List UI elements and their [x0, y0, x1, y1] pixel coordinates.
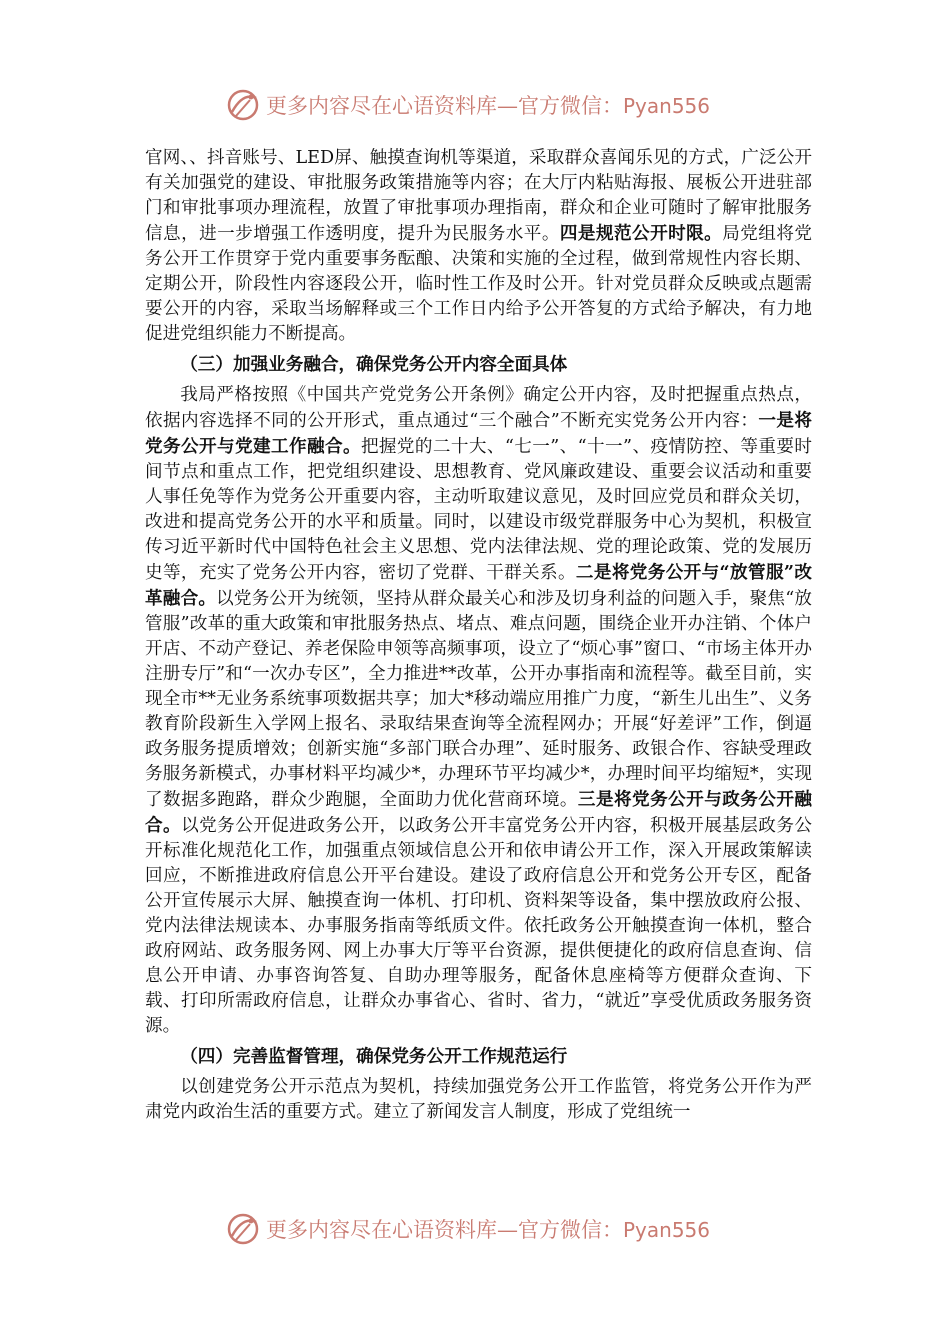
watermark-text: 更多内容尽在心语资料库—官方微信：Pyan556 — [266, 1218, 711, 1242]
paragraph — [145, 146, 812, 347]
section-heading-3: （三）加强业务融合，确保党务公开内容全面具体 — [180, 354, 568, 375]
document-body — [145, 146, 812, 1125]
bold-lead-phrase: 一是将党务公开与党建工作融合。 — [145, 410, 812, 457]
text-run: 以党务公开为统领，坚持从群众最关心和涉及切身利益的问题入手，聚焦“放管服”改革的重大政策和审批服务热点、堵点、难点问题，围绕企业开办注销、个体户开店、不动产登记、养老保险申领等高频事项，设立了“烦心事”窗口、“市场主体开办注册专厅”和“一次办专区”，全力推进**改革，公开办事指南和流程等。截至目前，实现全市**无业务系统事项数据共享；加大*移动端应用推广力度，“新生儿出生”、义务教育阶段新生入学网上报名、录取结果查询等全流程网办；开展“好差评”工作，倒逼政务服务提质增效；创新实施“多部门联合办理”、延时服务、政银合作、容缺受理政务服务新模式，办事材料平均减少*，办理环节平均减少*，办理时间平均缩短*，实现了数据多跑路，群众少跑腿，全面助力优化营商环境。 — [145, 589, 812, 810]
paragraph — [145, 1075, 812, 1125]
text-run: 以创建党务公开示范点为契机，持续加强党务公开工作监管，将党务公开作为严肃党内政治生活的重要方式。建立了新闻发言人制度，形成了党组统一 — [145, 1077, 812, 1122]
text-run: 把握党的二十大、“七一”、“十一”、疫情防控、等重要时间节点和重点工作，把党组织建设、思想教育、党风廉政建设、重要会议活动和重要人事任免等作为党务公开重要内容，主动听取建议意见，及时回应党员和群众关切，改进和提高党务公开的水平和质量。同时，以建设市级党群服务中心为契机，积极宣传习近平新时代中国特色社会主义思想、党内法律法规、党的理论政策、党的发展历史等，充实了党务公开内容，密切了党群、干群关系。 — [145, 437, 812, 583]
bold-lead-phrase: 三是将党务公开与政务公开融合。 — [145, 789, 812, 836]
text-run: 局党组将党务公开工作贯穿于党内重要事务酝酿、决策和实施的全过程，做到常规性内容长期、定期公开，阶段性内容逐段公开，临时性工作及时公开。针对党员群众反映或点题需要公开的内容，采取当场解释或三个工作日内给予公开答复的方式给予解决，有力地促进党组织能力不断提高。 — [145, 224, 812, 344]
bold-lead-phrase: 二是将党务公开与“放管服”改革融合。 — [145, 562, 812, 609]
watermark-footer — [226, 1212, 710, 1246]
section-heading-4: （四）完善监督管理，确保党务公开工作规范运行 — [180, 1046, 568, 1067]
watermark-header — [226, 88, 710, 122]
watermark-logo-icon — [226, 88, 260, 122]
text-run: 以党务公开促进政务公开，以政务公开丰富党务公开内容，积极开展基层政务公开标准化规范化工作，加强重点领域信息公开和依申请公开工作，深入开展政策解读回应，不断推进政府信息公开平台建设。建设了政府信息公开和党务公开专区，配备公开宣传展示大屏、触摸查询一体机、打印机、资料架等设备，集中摆放政府公报、党内法律法规读本、办事服务指南等纸质文件。依托政务公开触摸查询一体机，整合政府网站、政务服务网、网上办事大厅等平台资源，提供便捷化的政府信息查询、信息公开申请、办事咨询答复、自助办理等服务，配备休息座椅等方便群众查询、下载、打印所需政府信息，让群众办事省心、省时、省力，“就近”享受优质政务服务资源。 — [145, 816, 812, 1036]
text-run: 官网、、抖音账号、LED屏、触摸查询机等渠道，采取群众喜闻乐见的方式，广泛公开有关加强党的建设、审批服务政策措施等内容；在大厅内粘贴海报、展板公开进驻部门和审批事项办理流程，放置了审批事项办理指南，群众和企业可随时了解审批服务信息，进一步增强工作透明度，提升为民服务水平。 — [145, 148, 812, 244]
watermark-text: 更多内容尽在心语资料库—官方微信：Pyan556 — [266, 94, 711, 118]
paragraph — [145, 383, 812, 1039]
watermark-logo-icon — [226, 1212, 260, 1246]
text-run: 我局严格按照《中国共产党党务公开条例》确定公开内容，及时把握重点热点，依据内容选择不同的公开形式，重点通过“三个融合”不断充实党务公开内容： — [145, 385, 812, 431]
bold-lead-phrase: 四是规范公开时限。 — [559, 223, 723, 244]
